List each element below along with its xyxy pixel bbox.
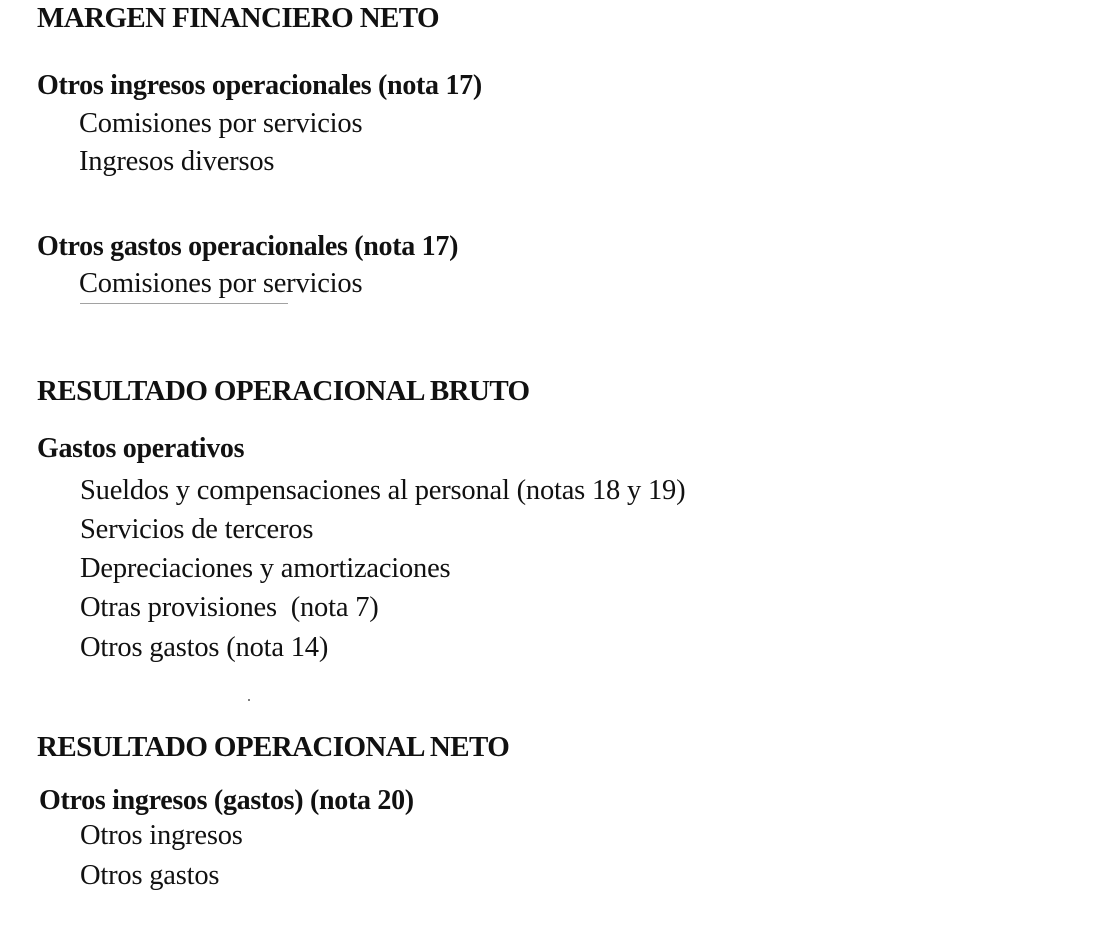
item-ingresos-diversos: Ingresos diversos: [79, 146, 275, 177]
scan-dot: [248, 699, 250, 701]
item-otros-gastos-nota-14: Otros gastos (nota 14): [80, 632, 329, 663]
item-otras-provisiones: Otras provisiones (nota 7): [80, 592, 379, 623]
heading-resultado-operacional-neto: RESULTADO OPERACIONAL NETO: [37, 731, 510, 763]
heading-margen-financiero-neto: MARGEN FINANCIERO NETO: [37, 2, 439, 34]
item-otros-ingresos: Otros ingresos: [80, 820, 243, 851]
subheading-gastos-operativos: Gastos operativos: [37, 433, 245, 464]
heading-resultado-operacional-bruto: RESULTADO OPERACIONAL BRUTO: [37, 375, 530, 407]
item-servicios-de-terceros: Servicios de terceros: [80, 514, 314, 545]
item-sueldos-y-compensaciones: Sueldos y compensaciones al personal (notas 18 y 19): [80, 475, 686, 506]
item-comisiones-por-servicios-gastos: Comisiones por servicios: [79, 268, 363, 299]
item-comisiones-por-servicios-ingresos: Comisiones por servicios: [79, 108, 363, 139]
subheading-otros-gastos-operacionales: Otros gastos operacionales (nota 17): [37, 231, 459, 262]
subheading-otros-ingresos-gastos: Otros ingresos (gastos) (nota 20): [39, 785, 414, 816]
item-otros-gastos: Otros gastos: [80, 860, 220, 891]
subheading-otros-ingresos-operacionales: Otros ingresos operacionales (nota 17): [37, 70, 482, 101]
item-depreciaciones-y-amortizaciones: Depreciaciones y amortizaciones: [80, 553, 451, 584]
underline-artifact: [80, 303, 288, 304]
